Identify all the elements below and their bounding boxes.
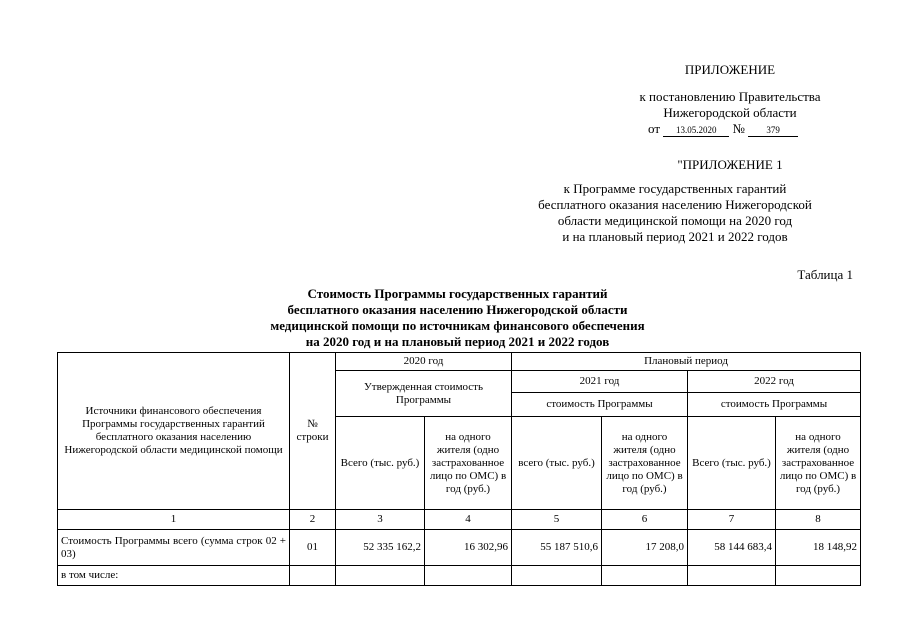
doc-title-line-1: Стоимость Программы государственных гарантий bbox=[307, 286, 608, 301]
appendix1-title: "ПРИЛОЖЕНИЕ 1 bbox=[677, 157, 783, 172]
col-number: 8 bbox=[776, 510, 861, 530]
col-number: 2 bbox=[290, 510, 336, 530]
cell-total-2020 bbox=[336, 566, 425, 586]
row-label: в том числе: bbox=[58, 566, 290, 586]
table-row bbox=[58, 566, 861, 586]
header-total-2022: Всего (тыс. руб.) bbox=[688, 417, 776, 510]
date-prefix: от bbox=[648, 121, 661, 136]
cell-total-2022 bbox=[688, 566, 776, 586]
appendix1-line-2: бесплатного оказания населению Нижегородской bbox=[538, 197, 812, 212]
header-per-capita-2022: на одного жителя (одно застрахованное лицо по ОМС) в год (руб.) bbox=[776, 417, 861, 510]
header-per-capita-2020: на одного жителя (одно застрахованное лицо по ОМС) в год (руб.) bbox=[425, 417, 512, 510]
cell-total-2020: 52 335 162,2 bbox=[336, 530, 425, 566]
appendix1-line-3: области медицинской помощи на 2020 год bbox=[557, 213, 793, 228]
cell-per-capita-2021: 17 208,0 bbox=[602, 530, 688, 566]
number-value: 379 bbox=[748, 125, 798, 137]
cell-per-capita-2021 bbox=[602, 566, 688, 586]
table-label: Таблица 1 bbox=[797, 267, 853, 282]
header-total-2020: Всего (тыс. руб.) bbox=[336, 417, 425, 510]
appendix-heading: ПРИЛОЖЕНИЕ bbox=[684, 62, 776, 77]
col-number: 6 bbox=[602, 510, 688, 530]
header-cost-2022: стоимость Программы bbox=[688, 393, 861, 417]
cell-per-capita-2022: 18 148,92 bbox=[776, 530, 861, 566]
resolution-line-2: Нижегородской области bbox=[663, 105, 797, 120]
doc-title-line-4: на 2020 год и на плановый период 2021 и 2022 годов bbox=[305, 334, 610, 349]
header-row-number: № строки bbox=[290, 353, 336, 510]
col-number: 7 bbox=[688, 510, 776, 530]
cell-per-capita-2022 bbox=[776, 566, 861, 586]
cell-per-capita-2020 bbox=[425, 566, 512, 586]
col-number: 5 bbox=[512, 510, 602, 530]
header-sources: Источники финансового обеспечения Программы государственных гарантий бесплатного оказания населению Нижегородской области медицинской помощи bbox=[58, 353, 290, 510]
header-2022: 2022 год bbox=[688, 371, 861, 393]
header-2020: 2020 год bbox=[336, 353, 512, 371]
header-planned-period: Плановый период bbox=[512, 353, 861, 371]
col-number: 1 bbox=[58, 510, 290, 530]
appendix1-line-4: и на плановый период 2021 и 2022 годов bbox=[562, 229, 788, 244]
resolution-date-line bbox=[648, 121, 848, 137]
row-code: 01 bbox=[290, 530, 336, 566]
cell-total-2022: 58 144 683,4 bbox=[688, 530, 776, 566]
header-2021: 2021 год bbox=[512, 371, 688, 393]
appendix1-line-1: к Программе государственных гарантий bbox=[563, 181, 787, 196]
cell-total-2021 bbox=[512, 566, 602, 586]
number-prefix: № bbox=[732, 121, 745, 136]
row-code bbox=[290, 566, 336, 586]
header-per-capita-2021: на одного жителя (одно застрахованное лицо по ОМС) в год (руб.) bbox=[602, 417, 688, 510]
table-row bbox=[58, 530, 861, 566]
doc-title-line-3: медицинской помощи по источникам финансового обеспечения bbox=[270, 318, 645, 333]
cell-per-capita-2020: 16 302,96 bbox=[425, 530, 512, 566]
date-value: 13.05.2020 bbox=[663, 125, 729, 137]
header-total-2021: всего (тыс. руб.) bbox=[512, 417, 602, 510]
resolution-line-1: к постановлению Правительства bbox=[639, 89, 821, 104]
row-label: Стоимость Программы всего (сумма строк 02 + 03) bbox=[58, 530, 290, 566]
header-approved-cost: Утвержденная стоимость Программы bbox=[336, 371, 512, 417]
col-number: 3 bbox=[336, 510, 425, 530]
col-number: 4 bbox=[425, 510, 512, 530]
cell-total-2021: 55 187 510,6 bbox=[512, 530, 602, 566]
header-cost-2021: стоимость Программы bbox=[512, 393, 688, 417]
cost-table bbox=[57, 352, 861, 586]
doc-title-line-2: бесплатного оказания населению Нижегородской области bbox=[287, 302, 628, 317]
